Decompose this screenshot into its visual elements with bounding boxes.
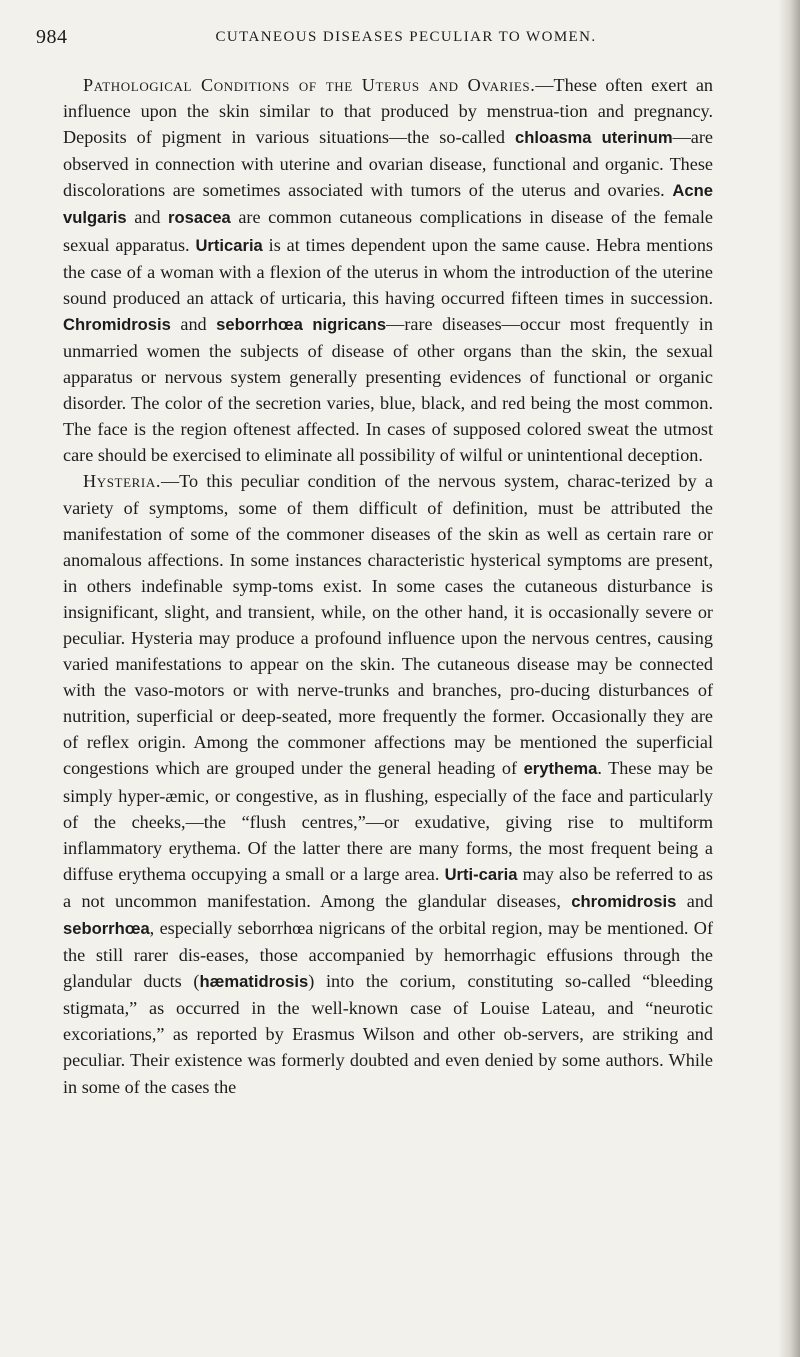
running-title: CUTANEOUS DISEASES PECULIAR TO WOMEN. — [215, 29, 597, 45]
text-run: are common cutaneous complications in disease of the female sexual apparatus. — [63, 207, 713, 255]
section-heading-hysteria: Hysteria. — [83, 471, 161, 492]
term-haematidrosis: hæmatidrosis — [199, 972, 309, 992]
page-edge-shadow — [778, 0, 800, 1357]
text-run: and — [126, 207, 169, 228]
term-acne-vulgaris: Acne vulgaris — [63, 181, 713, 228]
text-run: ) into the corium, constituting so-called “bleeding stigmata,” as occurred in the well-known case of Louise Lateau, and “neurotic excoriations,” as reported by Erasmus Wilson and other ob-servers, are striking and peculiar. Their existence was formerly doubted and even denied by some authors. While in some of the cases the — [63, 971, 713, 1097]
term-seborrhoea-nigricans: seborrhœa nigricans — [216, 314, 387, 334]
page-header — [36, 26, 736, 50]
text-run: may also be referred to as a not uncommon manifestation. Among the glandular diseases, — [63, 863, 713, 911]
section-heading-uterus-ovaries: Pathological Conditions of the Uterus and Ovaries. — [83, 75, 536, 95]
page-number: 984 — [36, 26, 68, 48]
term-chromidrosis: Chromidrosis — [63, 314, 171, 334]
text-run: and — [676, 890, 714, 911]
paragraph-hysteria — [63, 468, 713, 1099]
term-urticaria: Urticaria — [195, 235, 263, 255]
text-run: , especially seborrhœa nigricans of the orbital region, may be mentioned. Of the still rarer dis-eases, those accompanied by hemorrhagic effusions through the glandular ducts ( — [63, 918, 713, 992]
body-text — [63, 72, 713, 1100]
text-run: and — [170, 313, 217, 334]
text-run: —These often exert an influence upon the skin similar to that produced by menstrua-tion and pregnancy. Deposits of pigment in various situations—the so-called — [63, 75, 713, 148]
text-run: —are observed in connection with uterine and ovarian disease, functional and organic. These discolorations are sometimes associated with tumors of the uterus and ovaries. — [63, 127, 713, 201]
text-run: —rare diseases—occur most frequently in unmarried women the subjects of disease of other organs than the skin, the sexual apparatus or nervous system generally presenting evidences of functional or organic disorder. The color of the secretion varies, blue, black, and red being the most common. The face is the region oftenest affected. In cases of supposed colored sweat the utmost care should be exercised to eliminate all possibility of wilful or unintentional deception. — [63, 313, 713, 466]
text-run: . These may be simply hyper-æmic, or congestive, as in flushing, especially of the face and particularly of the cheeks,—the “flush centres,”—or exudative, giving rise to multiform inflammatory erythema. Of the latter there are many forms, the most frequent being a diffuse erythema occupying a small or a large area. — [63, 758, 714, 884]
term-chromidrosis: chromidrosis — [571, 891, 677, 911]
text-run: is at times dependent upon the same cause. Hebra mentions the case of a woman with a flexion of the uterus in whom the introduction of the uterine sound produced an attack of urticaria, this having occurred fifteen times in succession. — [63, 234, 713, 308]
term-erythema: erythema — [523, 759, 598, 779]
paragraph-uterus-ovaries — [63, 72, 713, 468]
text-run: —To this peculiar condition of the nervous system, charac-terized by a variety of symptoms, some of them difficult of definition, must be attributed the manifestation of some of the commoner diseases of the skin as well as certain rare or anomalous affections. In some instances characteristic hysterical symptoms are present, in others indefinable symp-toms exist. In some cases the cutaneous disturbance is insignificant, slight, and transient, while, on the other hand, it is occasionally severe or peculiar. Hysteria may produce a profound influence upon the nervous centres, causing varied manifestations to appear on the skin. The cutaneous disease may be connected with the vaso-motors or with nerve-trunks and branches, pro-ducing disturbances of nutrition, superficial or deep-seated, more frequently the former. Occasionally they are of reflex origin. Among the commoner affections may be mentioned the superficial congestions which are grouped under the general heading of — [63, 471, 713, 779]
term-urticaria: Urti-caria — [444, 864, 518, 884]
term-rosacea: rosacea — [168, 208, 231, 228]
term-chloasma-uterinum: chloasma uterinum — [514, 128, 673, 148]
term-seborrhoea: seborrhœa — [63, 919, 150, 938]
